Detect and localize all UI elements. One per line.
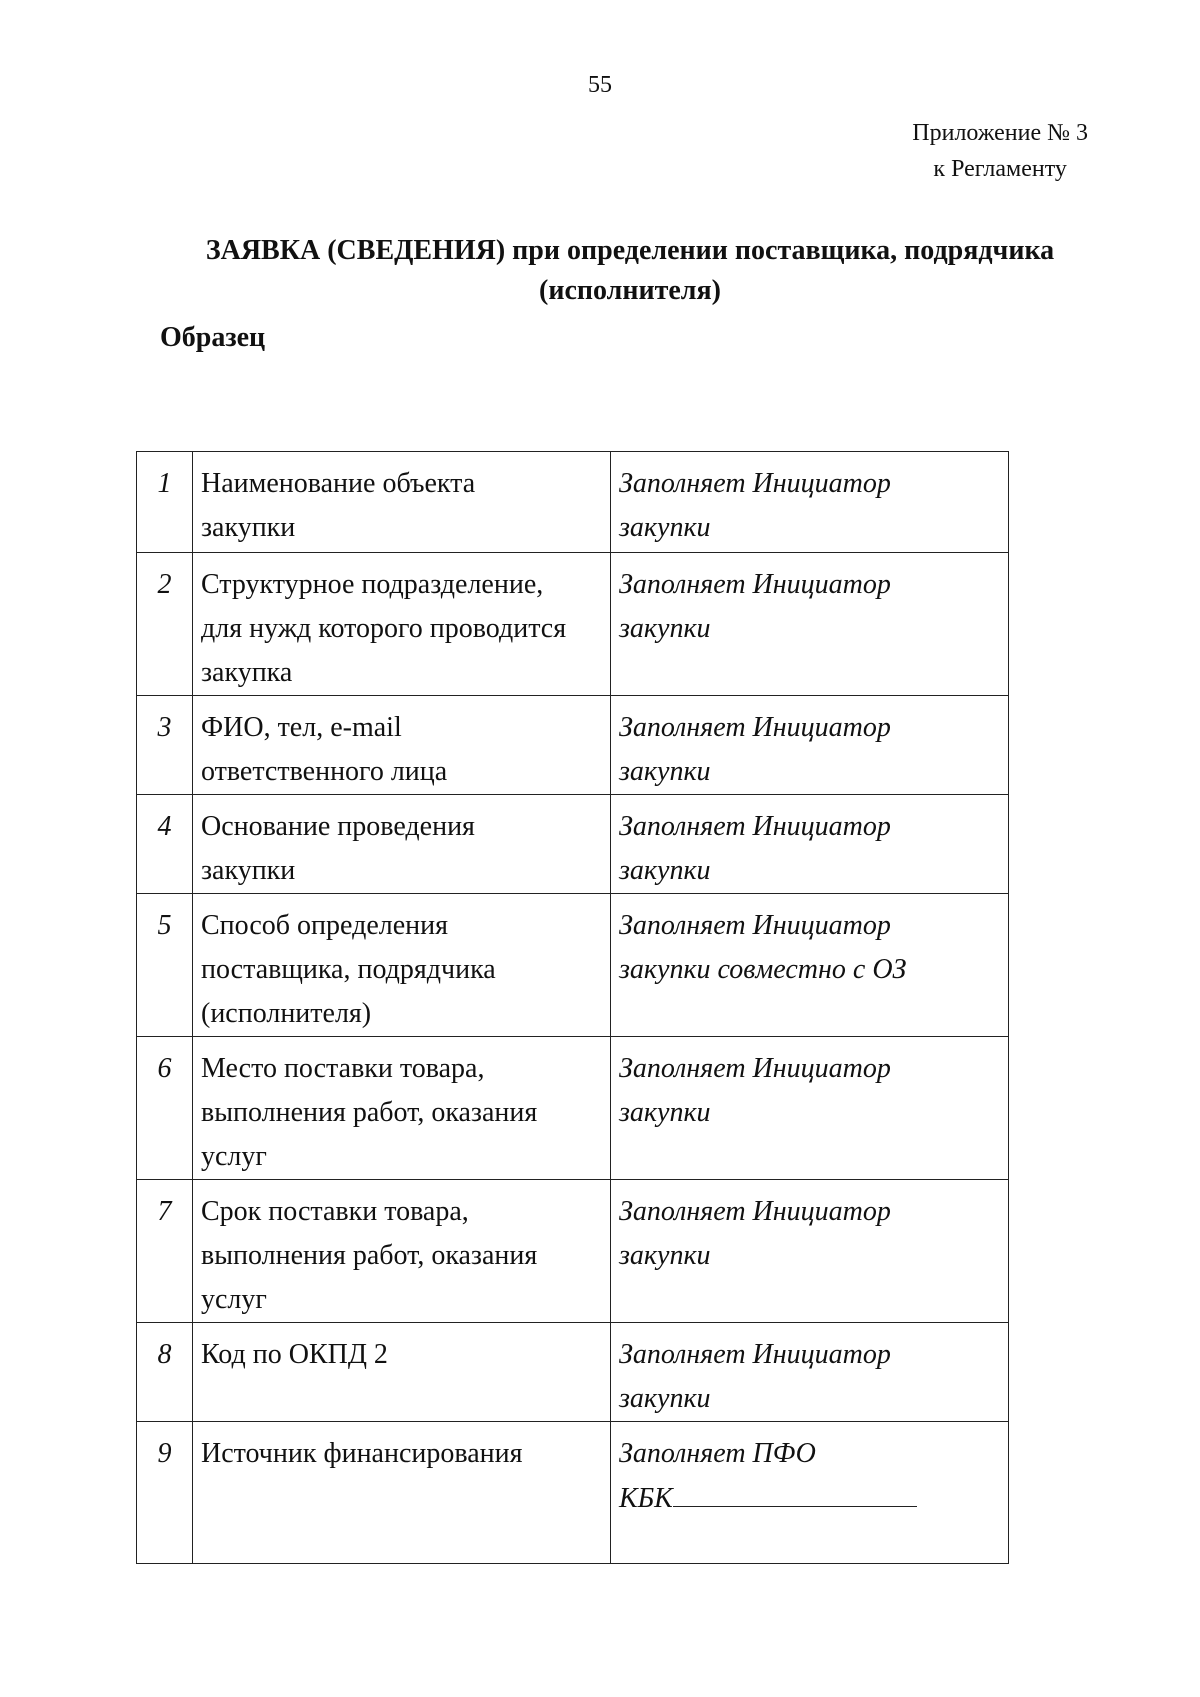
table-row [137,894,1009,1037]
field-label: Структурное подразделение, для нужд которого проводится закупка [193,553,611,696]
sample-label: Образец [160,322,266,353]
fill-instruction: Заполняет ПФО КБК [611,1422,1009,1564]
table-row [137,553,1009,696]
page-number: 55 [588,72,612,98]
fill-instruction: Заполняет Инициатор закупки [611,452,1009,553]
field-label: Основание проведения закупки [193,795,611,894]
table-row [137,696,1009,795]
document-title [150,231,1110,311]
document-title-line-2: (исполнителя) [539,275,721,306]
table-row [137,795,1009,894]
appendix-regulation: к Регламенту [933,156,1067,182]
row-number: 5 [137,894,193,1037]
field-label: Место поставки товара, выполнения работ, оказания услуг [193,1037,611,1180]
kbk-field: КБК [619,1476,1000,1521]
row-number: 6 [137,1037,193,1180]
field-label: ФИО, тел, e-mail ответственного лица [193,696,611,795]
kbk-blank-line [673,1476,917,1507]
fill-instruction: Заполняет Инициатор закупки [611,1180,1009,1323]
row-number: 2 [137,553,193,696]
field-label: Способ определения поставщика, подрядчика (исполнителя) [193,894,611,1037]
field-label: Источник финансирования [193,1422,611,1564]
document-title-line-1: ЗАЯВКА (СВЕДЕНИЯ) при определении поставщика, подрядчика [205,235,1055,266]
fill-instruction: Заполняет Инициатор закупки [611,795,1009,894]
appendix-reference [912,115,1088,187]
table-row [137,1422,1009,1564]
fill-instruction: Заполняет Инициатор закупки [611,696,1009,795]
fill-instruction: Заполняет Инициатор закупки совместно с ОЗ [611,894,1009,1037]
row-number: 8 [137,1323,193,1422]
table-row [137,1180,1009,1323]
row-number: 7 [137,1180,193,1323]
field-label: Наименование объекта закупки [193,452,611,553]
field-label: Код по ОКПД 2 [193,1323,611,1422]
table-row [137,452,1009,553]
table-row [137,1037,1009,1180]
fill-instruction: Заполняет Инициатор закупки [611,1323,1009,1422]
field-label: Срок поставки товара, выполнения работ, оказания услуг [193,1180,611,1323]
request-form-table [136,451,1009,1564]
row-number: 9 [137,1422,193,1564]
fill-instruction: Заполняет Инициатор закупки [611,1037,1009,1180]
row-number: 3 [137,696,193,795]
fill-instruction: Заполняет Инициатор закупки [611,553,1009,696]
appendix-number: Приложение № 3 [912,120,1088,146]
row-number: 4 [137,795,193,894]
table-row [137,1323,1009,1422]
row-number: 1 [137,452,193,553]
